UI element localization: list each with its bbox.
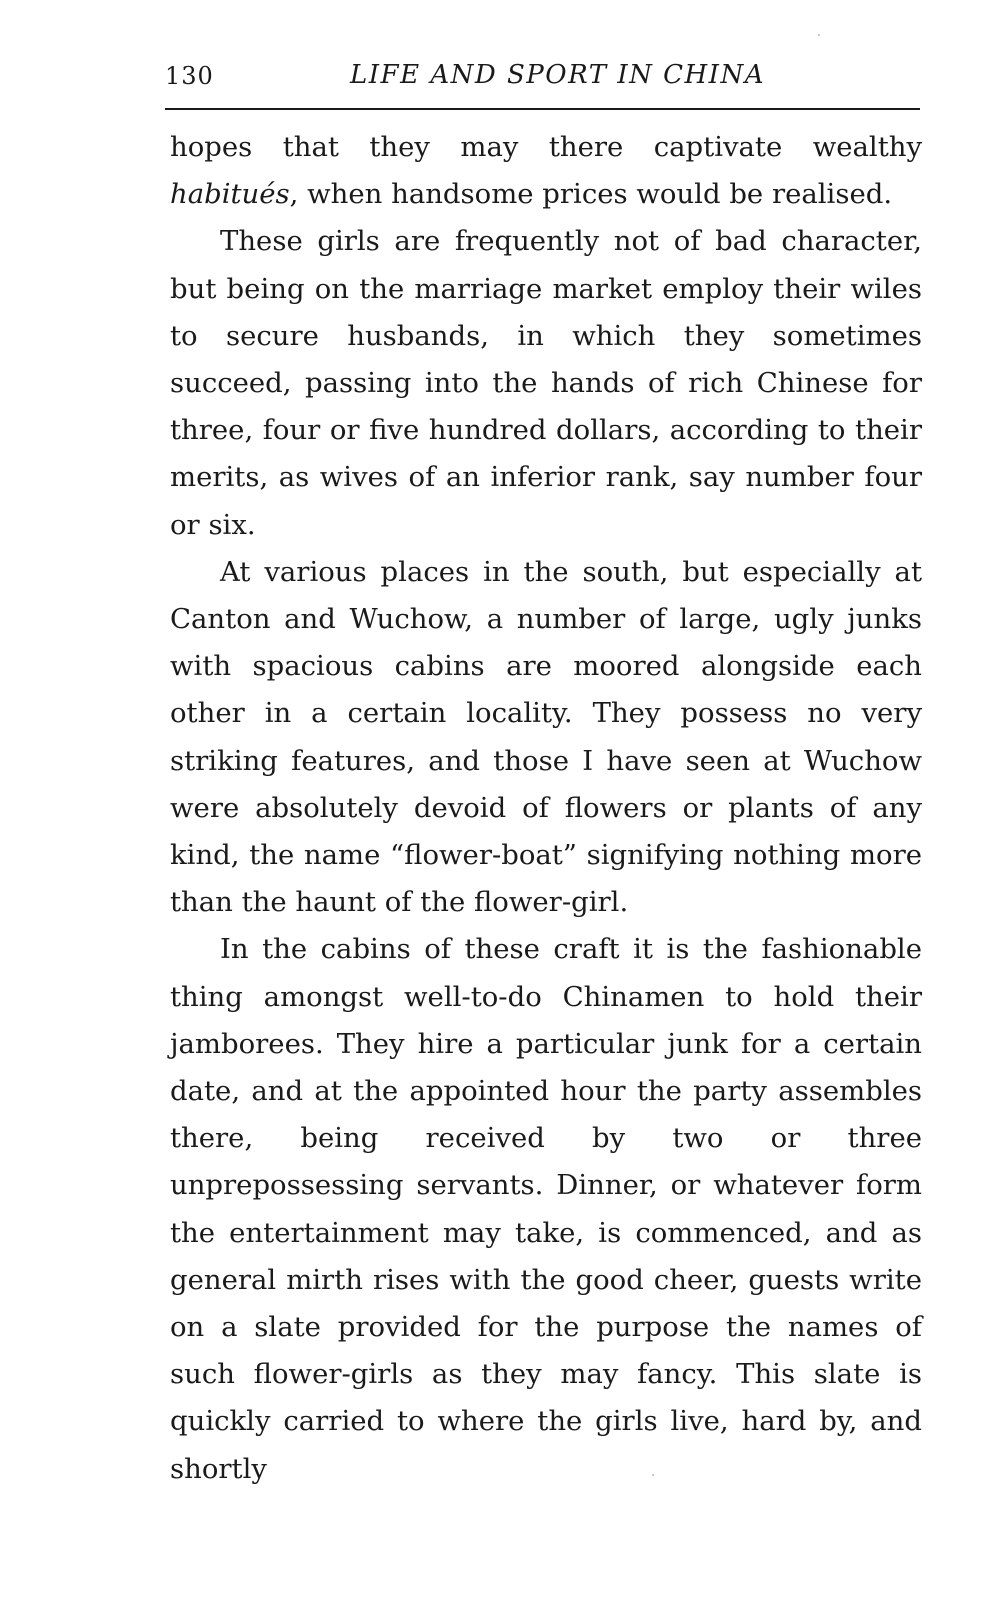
- paragraph-4: In the cabins of these craft it is the fashionable thing amongst well-to-do Chinamen to hold their jamborees. They hire a particular junk for a certain date, and at the appointed hour the party assembles there, being received by two or three unprepossessing servants. Dinner, or whatever form the entertainment may take, is commenced, and as general mirth rises with the good cheer, guests write on a slate provided for the purpose the names of such flower-girls as they may fancy. This slate is quickly carried to where the girls live, hard by, and shortly: [170, 933, 922, 1485]
- paper-speck: [652, 1474, 654, 1476]
- paragraph-1-text-a: hopes that they may there captivate wealthy: [170, 131, 922, 163]
- paragraph-1-text-b: , when handsome prices would be realised.: [289, 178, 893, 211]
- paragraph-3: At various places in the south, but especially at Canton and Wuchow, a number of large, ugly junks with spacious cabins are moored alongside each other in a certain locality. They possess no very striking features, and those I have seen at Wuchow were absolutely devoid of flowers or plants of any kind, the name “flower-boat” signifying nothing more than the haunt of the flower-girl.: [170, 555, 922, 919]
- header-rule: [165, 108, 920, 110]
- body-text: [170, 124, 922, 1493]
- running-title: LIFE AND SPORT IN CHINA: [350, 60, 765, 90]
- paragraph-1-italic-term: habitués: [170, 178, 290, 211]
- paragraph-2: These girls are frequently not of bad character, but being on the marriage market employ their wiles to secure husbands, in which they sometimes succeed, passing into the hands of rich Chinese for three, four or five hundred dollars, according to their merits, as wives of an inferior rank, say number four or six.: [170, 225, 922, 541]
- page-number: 130: [165, 62, 214, 90]
- paper-speck: [818, 34, 820, 36]
- paragraph-1: [170, 124, 922, 218]
- running-head: [165, 58, 920, 108]
